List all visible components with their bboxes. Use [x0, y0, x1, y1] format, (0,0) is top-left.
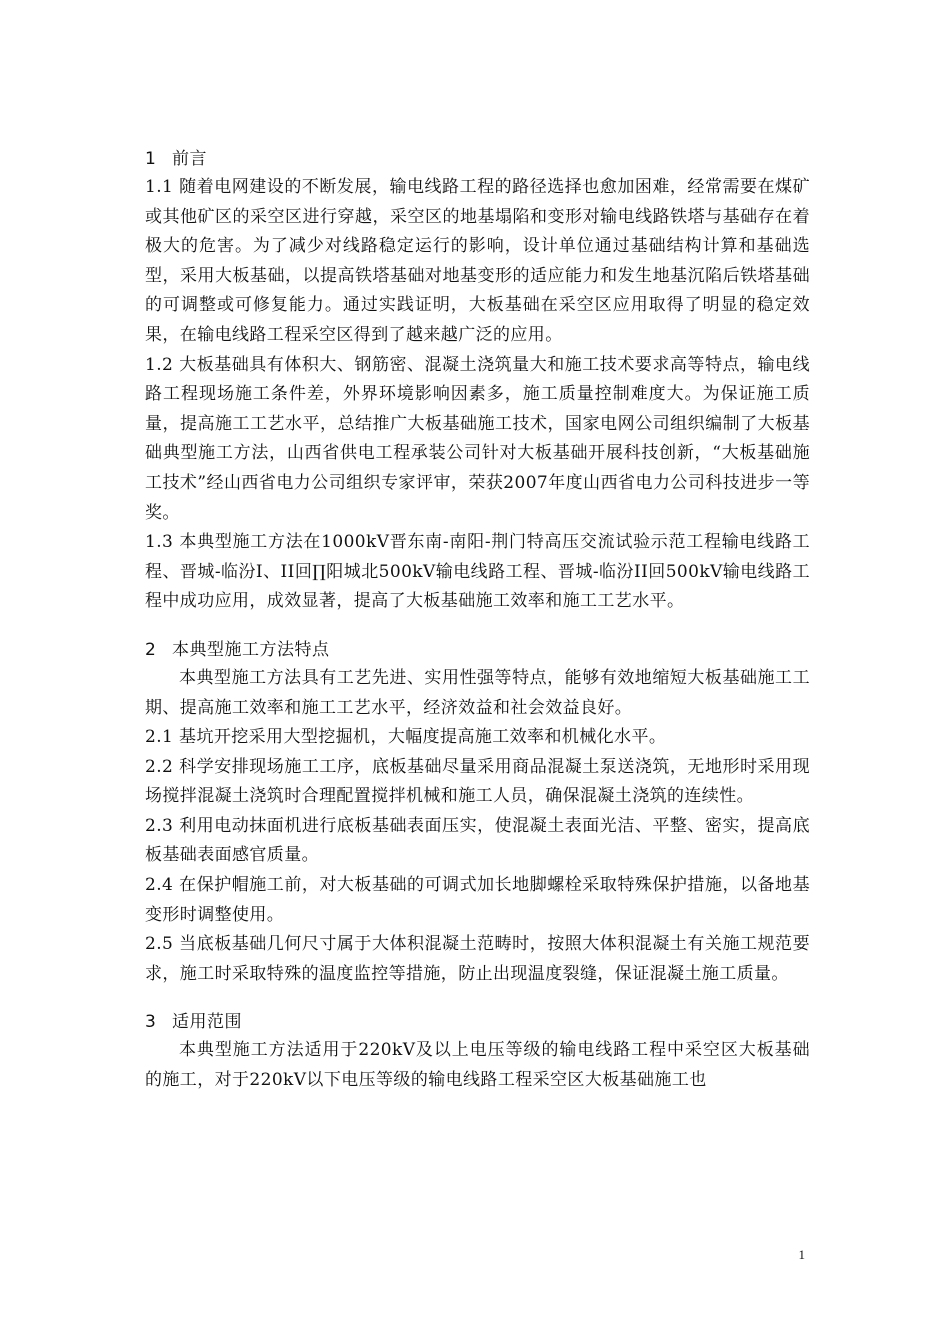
- section-title: 本典型施工方法特点: [172, 639, 330, 660]
- section-heading: [145, 145, 810, 173]
- paragraph: 2.2 科学安排现场施工工序，底板基础尽量采用商品混凝土泵送浇筑，无地形时采用现场搅拌混凝土浇筑时合理配置搅拌机械和施工人员，确保混凝土浇筑的连续性。: [145, 756, 810, 807]
- intro-paragraph: 本典型施工方法适用于220kV及以上电压等级的输电线路工程中采空区大板基础的施工，对于220kV以下电压等级的输电线路工程采空区大板基础施工也: [145, 1040, 810, 1091]
- section-number: 2: [145, 639, 157, 660]
- paragraph: 2.1 基坑开挖采用大型挖掘机，大幅度提高施工效率和机械化水平。: [145, 727, 667, 748]
- paragraph: 1.2 大板基础具有体积大、钢筋密、混凝土浇筑量大和施工技术要求高等特点，输电线路工程现场施工条件差，外界环境影响因素多，施工质量控制难度大。为保证施工质量，提高施工工艺水平，总结推广大板基础施工技术，国家电网公司组织编制了大板基础典型施工方法，山西省供电工程承装公司针对大板基础开展科技创新，“大板基础施工技术”经山西省电力公司组织专家评审，荣获2007年度山西省电力公司科技进步一等奖。: [145, 354, 810, 523]
- section-heading: [145, 636, 810, 664]
- document-page: [145, 145, 810, 1096]
- section-number: 3: [145, 1012, 157, 1033]
- page-number: 1: [798, 1247, 805, 1262]
- section-number: 1: [145, 149, 157, 169]
- paragraph: 1.1 随着电网建设的不断发展，输电线路工程的路径选择也愈加困难，经常需要在煤矿或其他矿区的采空区进行穿越，采空区的地基塌陷和变形对输电线路铁塔与基础存在着极大的危害。为了减少对线路稳定运行的影响，设计单位通过基础结构计算和基础选型，采用大板基础，以提高铁塔基础对地基变形的适应能力和发生地基沉陷后铁塔基础的可调整或可修复能力。通过实践证明，大板基础在采空区应用取得了明显的稳定效果，在输电线路工程采空区得到了越来越广泛的应用。: [145, 177, 810, 345]
- intro-paragraph: 本典型施工方法具有工艺先进、实用性强等特点，能够有效地缩短大板基础施工工期、提高施工效率和施工工艺水平，经济效益和社会效益良好。: [145, 667, 810, 718]
- paragraph: 1.3 本典型施工方法在1000kV晋东南-南阳-荆门特高压交流试验示范工程输电线路工程、晋城-临汾I、II回∏阳城北500kV输电线路工程、晋城-临汾II回500kV输电线路工程中成功应用，成效显著，提高了大板基础施工效率和施工工艺水平。: [145, 532, 810, 612]
- section-gap: [145, 989, 810, 1008]
- section-title: 适用范围: [172, 1012, 242, 1033]
- paragraph: 2.4 在保护帽施工前，对大板基础的可调式加长地脚螺栓采取特殊保护措施，以备地基变形时调整使用。: [145, 875, 810, 925]
- paragraph: 2.3 利用电动抹面机进行底板基础表面压实，使混凝土表面光洁、平整、密实，提高底板基础表面感官质量。: [145, 815, 810, 866]
- paragraph: 2.5 当底板基础几何尺寸属于大体积混凝土范畴时，按照大体积混凝土有关施工规范要求，施工时采取特殊的温度监控等措施，防止出现温度裂缝，保证混凝土施工质量。: [145, 934, 810, 984]
- section-title: 前言: [172, 149, 207, 169]
- section-gap: [145, 617, 810, 636]
- section-heading: [145, 1008, 810, 1036]
